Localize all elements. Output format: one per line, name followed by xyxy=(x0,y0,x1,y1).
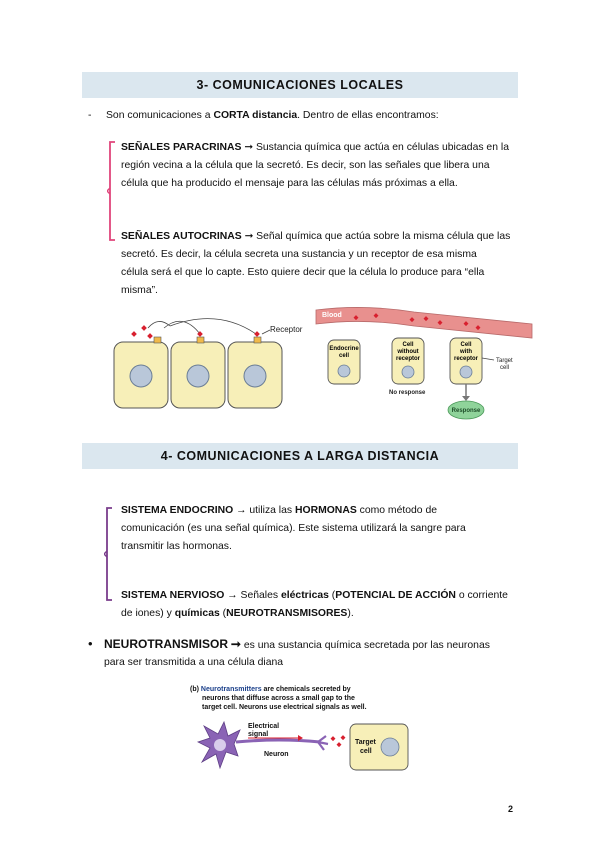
autocrine-line-4: misma”. xyxy=(121,285,158,296)
fig3-caption-rest: are chemicals secreted by xyxy=(261,686,351,693)
autocrine-term: SEÑALES AUTOCRINAS xyxy=(121,231,242,242)
endocrine-line-1 xyxy=(121,502,437,520)
intro-bold: CORTA distancia xyxy=(213,110,298,121)
endocrine-line-3: transmitir las hormonas. xyxy=(121,541,232,552)
paracrine-bracket xyxy=(107,140,117,242)
paracrine-text-1: Sustancia química que actúa en células ubicadas en la xyxy=(253,142,509,153)
autocrine-line-2: secretó. Es decir, la célula secreta una sustancia y un receptor de esa misma xyxy=(121,249,477,260)
paracrine-figure xyxy=(108,318,308,412)
nervous-line-1 xyxy=(121,587,508,605)
nervous-term: SISTEMA NERVIOSO xyxy=(121,590,225,601)
fig3-caption-1 xyxy=(190,686,351,693)
receptor-1 xyxy=(154,337,161,343)
neuro-line-2: para ser transmitida a una célula diana xyxy=(104,657,284,668)
long-distance-bracket xyxy=(104,506,114,602)
cell-without-receptor xyxy=(392,338,424,384)
response-label: Response xyxy=(451,408,481,414)
nervous-bold-2: POTENCIAL DE ACCIÓN xyxy=(335,590,456,601)
autocrine-text-1: Señal química que actúa sobre la misma célula que las xyxy=(253,231,511,242)
fig3-caption-b: (b) xyxy=(190,686,199,693)
section-3-title: 3- COMUNICACIONES LOCALES xyxy=(196,78,404,92)
neuro-bullet: • xyxy=(88,636,93,651)
with-label-2: with xyxy=(460,349,472,355)
intro-bullet: - xyxy=(88,110,92,121)
without-label-2: without xyxy=(397,349,419,355)
arrow-icon: → xyxy=(227,590,238,601)
nervous-bold-3: químicas xyxy=(174,608,220,619)
paracrine-cell-3 xyxy=(228,342,282,408)
arrow-icon: → xyxy=(236,505,247,516)
neuron-figure xyxy=(190,682,414,778)
nervous-pre: Señales xyxy=(237,590,281,601)
nervous-line2-pre: de iones) y xyxy=(121,608,175,619)
without-label-3: receptor xyxy=(395,356,421,362)
endocrine-post: como método de xyxy=(356,505,438,516)
with-label-1: Cell xyxy=(460,342,472,348)
intro-pre: Son comunicaciones a xyxy=(106,110,214,121)
nervous-line-2 xyxy=(121,605,354,623)
target-cell xyxy=(350,724,408,770)
no-response-label: No response xyxy=(389,390,426,396)
neuro-text-1: es una sustancia química secretada por las neuronas xyxy=(240,640,490,651)
endocrine-term: SISTEMA ENDOCRINO xyxy=(121,505,234,516)
neuron-label: Neuron xyxy=(264,751,289,758)
intro-post: . Dentro de ellas encontramos: xyxy=(297,110,439,121)
arrow-icon: ➞ xyxy=(230,637,241,651)
autocrine-line-3: célula será el que lo capte. Esto quiere decir que la célula lo produce para “ella xyxy=(121,267,485,278)
paracrine-line-2: región vecina a la célula que la secretó. Es decir, son las señales que libera una xyxy=(121,160,490,171)
paracrine-cell-1 xyxy=(114,342,168,408)
endocrine-label-2: cell xyxy=(338,353,350,359)
endocrine-pre: utiliza las xyxy=(246,505,295,516)
cell-with-receptor xyxy=(450,338,482,384)
target-cell-label-1: Target xyxy=(355,739,376,746)
paracrine-term: SEÑALES PARACRINAS xyxy=(121,142,242,153)
endocrine-cell xyxy=(328,340,360,384)
section-4-title: 4- COMUNICACIONES A LARGA DISTANCIA xyxy=(160,449,440,463)
with-label-3: receptor xyxy=(453,356,479,362)
fig3-caption-2: neurons that diffuse across a small gap to the xyxy=(202,695,355,702)
page-number: 2 xyxy=(508,804,514,814)
section-4-heading xyxy=(82,443,518,469)
paracrine-cell-2 xyxy=(171,342,225,408)
nervous-line2-mid: ( xyxy=(219,608,227,619)
endocrine-line-2: comunicación (es una señal química). Este sistema utilizará la sangre para xyxy=(121,523,466,534)
receptor-3 xyxy=(254,337,261,343)
intro-text xyxy=(106,107,439,125)
endocrine-figure xyxy=(314,302,540,426)
receptor-label: Receptor xyxy=(270,325,303,334)
nervous-post: o corriente xyxy=(455,590,508,601)
target-cell-label-2: cell xyxy=(360,748,372,755)
paracrine-line-1 xyxy=(121,139,509,157)
fig3-caption-3: target cell. Neurons use electrical signals as well. xyxy=(202,704,367,711)
nervous-bold-4: NEUROTRANSMISORES xyxy=(226,608,348,619)
nervous-mid: ( xyxy=(328,590,336,601)
blood-label: Blood xyxy=(322,312,342,319)
paracrine-line-3: célula que ha producido el mensaje para las células más próximas a ella. xyxy=(121,178,458,189)
electrical-label-2: signal xyxy=(248,731,269,738)
nervous-bold-1: eléctricas xyxy=(280,590,329,601)
arrow-icon: ➞ xyxy=(244,231,254,242)
arrow-icon: ➞ xyxy=(244,142,254,153)
fig3-caption-bold: Neurotransmitters xyxy=(200,686,262,693)
autocrine-line-1 xyxy=(121,228,510,246)
electrical-label-1: Electrical xyxy=(248,723,280,730)
target-label-1: Target xyxy=(496,358,513,364)
blood-vessel xyxy=(316,307,532,338)
neuro-line-1 xyxy=(104,635,490,655)
endocrine-label-1: Endocrine xyxy=(329,346,359,352)
neuro-term: NEUROTRANSMISOR xyxy=(104,637,229,651)
endocrine-bold: HORMONAS xyxy=(294,505,357,516)
without-label-1: Cell xyxy=(402,342,414,348)
receptor-2 xyxy=(197,337,204,343)
nervous-line2-post: ). xyxy=(347,608,354,619)
section-3-heading xyxy=(82,72,518,98)
target-label-2: cell xyxy=(500,365,510,371)
